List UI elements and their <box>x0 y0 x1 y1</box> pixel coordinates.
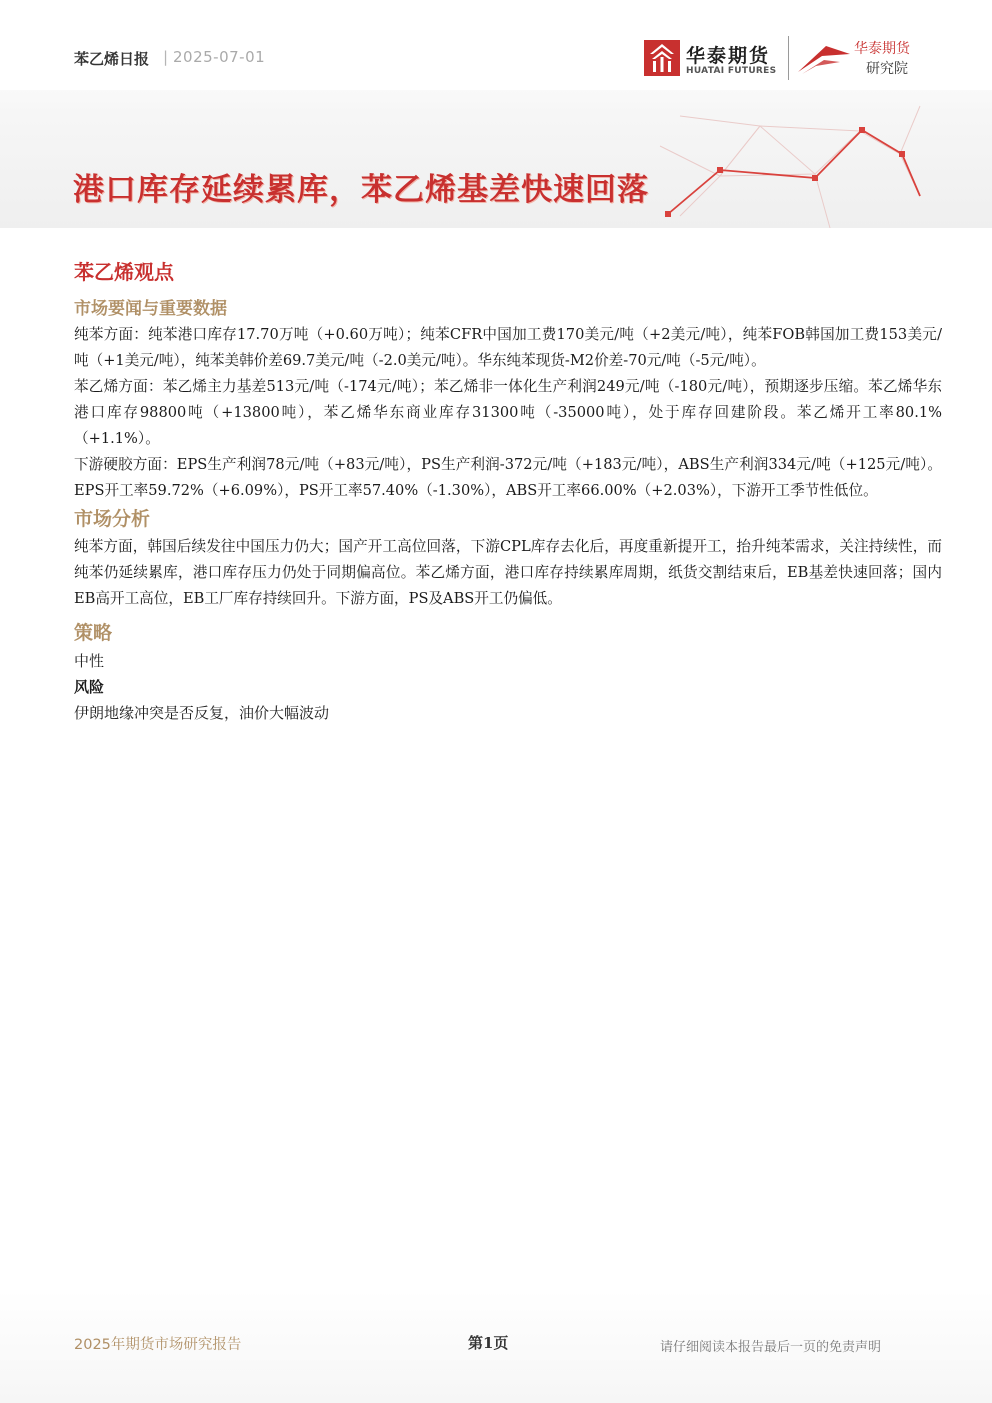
report-name: 苯乙烯日报 <box>74 50 150 68</box>
logo-divider <box>788 36 789 80</box>
network-sphere-graphic <box>600 86 930 228</box>
page-number: 第1页 <box>468 1334 509 1352</box>
report-body <box>74 258 942 726</box>
footer-report-series: 2025年期货市场研究报告 <box>74 1337 242 1353</box>
research-institute-logo <box>796 38 926 80</box>
risk-value: 伊朗地缘冲突是否反复，油价大幅波动 <box>74 704 330 722</box>
report-title: 港口库存延续累库，苯乙烯基差快速回落 <box>73 172 649 208</box>
disclaimer-note: 请仔细阅读本报告最后一页的免责声明 <box>660 1340 882 1355</box>
logo-chinese-name: 华泰期货 <box>686 45 771 67</box>
market-news-heading: 市场要闻与重要数据 <box>74 299 227 319</box>
market-news-paragraph-styrene: 苯乙烯方面：苯乙烯主力基差513元/吨（-174元/吨）；苯乙烯非一体化生产利润249元/吨（-180元/吨），预期逐步压缩。苯乙烯华东港口库存98800吨（+13800吨），苯乙烯华东商业库存31300吨（-35000吨），处于库存回建阶段。苯乙烯开工率80.1%（+1.1%）。 <box>74 378 942 447</box>
huatai-futures-logo <box>644 40 784 80</box>
market-news-paragraph-benzene: 纯苯方面：纯苯港口库存17.70万吨（+0.60万吨）；纯苯CFR中国加工费170美元/吨（+2美元/吨），纯苯FOB韩国加工费153美元/吨（+1美元/吨），纯苯美韩价差69.7美元/吨（-2.0美元/吨）。华东纯苯现货-M2价差-70元/吨（-5元/吨）。 <box>74 326 942 369</box>
market-analysis-paragraph: 纯苯方面，韩国后续发往中国压力仍大；国产开工高位回落，下游CPL库存去化后，再度重新提开工，抬升纯苯需求，关注持续性，而纯苯仍延续累库，港口库存压力仍处于同期偏高位。苯乙烯方面，港口库存持续累库周期，纸货交割结束后，EB基差快速回落；国内EB高开工高位，EB工厂库存持续回升。下游方面，PS及ABS开工仍偏低。 <box>74 538 942 607</box>
institute-wing-icon <box>796 42 852 76</box>
logo-english-name: HUATAI FUTURES <box>686 66 777 76</box>
header-separator: | <box>163 48 169 66</box>
institute-line-1: 华泰期货 <box>854 41 910 57</box>
market-analysis-heading: 市场分析 <box>74 508 151 530</box>
strategy-heading: 策略 <box>74 622 113 644</box>
huatai-logo-icon <box>644 40 680 76</box>
market-news-paragraph-downstream: 下游硬胶方面：EPS生产利润78元/吨（+83元/吨），PS生产利润-372元/吨（+183元/吨），ABS生产利润334元/吨（+125元/吨）。EPS开工率59.72%（+6.09%），PS开工率57.40%（-1.30%），ABS开工率66.00%（+2.03%），下游开工季节性低位。 <box>74 456 942 499</box>
report-date: 2025-07-01 <box>173 48 266 66</box>
institute-line-2: 研究院 <box>866 61 908 77</box>
section-heading: 苯乙烯观点 <box>74 260 174 284</box>
strategy-value: 中性 <box>74 652 105 670</box>
risk-heading: 风险 <box>74 678 105 696</box>
